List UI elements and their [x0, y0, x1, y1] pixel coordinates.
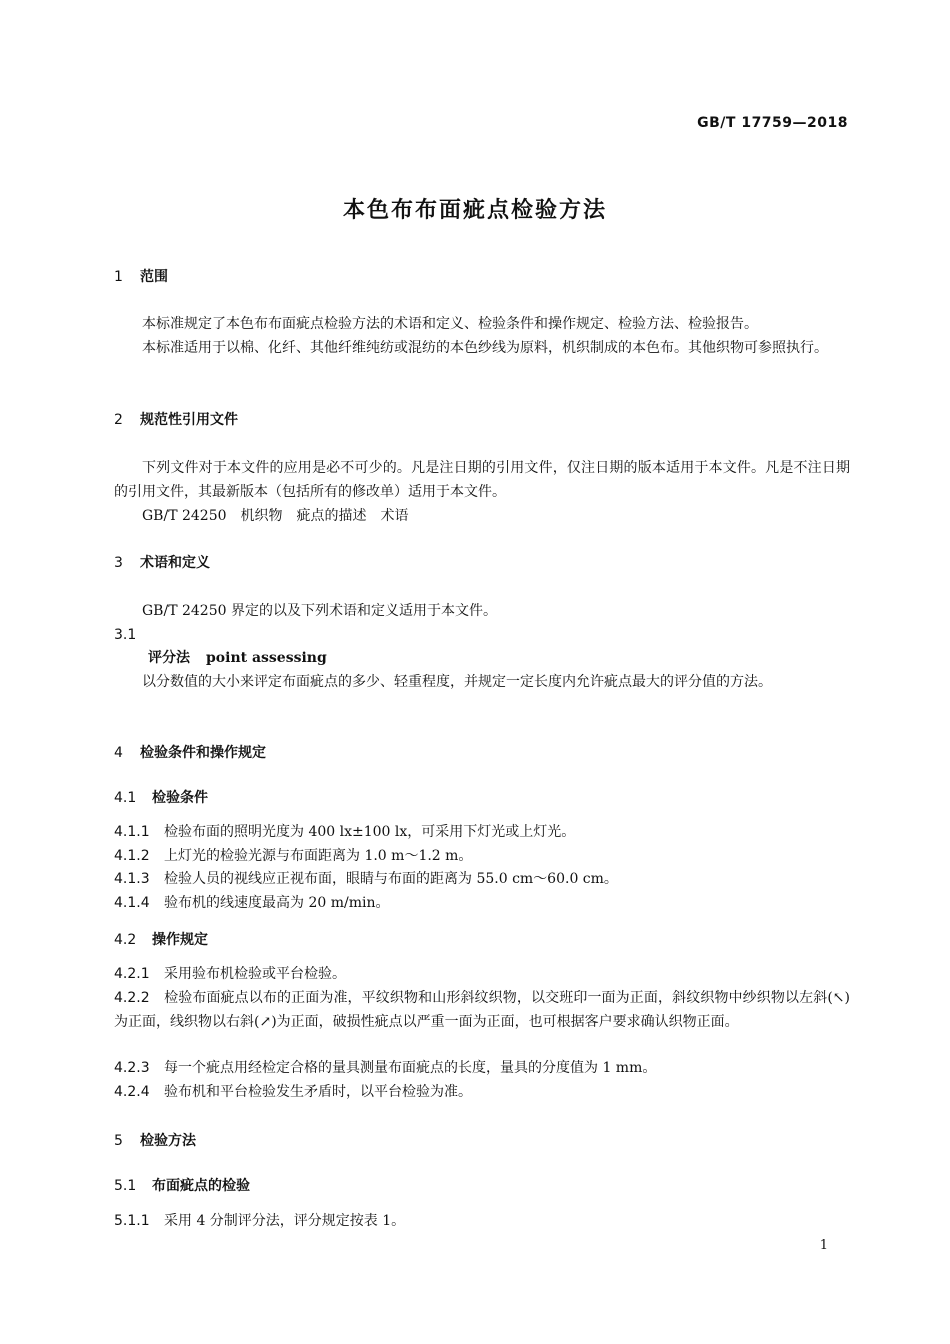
- clause-number: 4.1.1: [114, 824, 150, 840]
- section-5-heading: [114, 1130, 196, 1150]
- subsection-number: 4.2: [114, 932, 137, 948]
- clause-text: 验布机和平台检验发生矛盾时，以平台检验为准。: [164, 1084, 472, 1100]
- section-number: 1: [114, 269, 123, 285]
- subsection-5-1-heading: [114, 1175, 250, 1195]
- page-number: 1: [819, 1238, 828, 1253]
- subsection-title: 布面疵点的检验: [152, 1178, 250, 1194]
- clause-text: 采用 4 分制评分法，评分规定按表 1。: [164, 1213, 406, 1229]
- section-title: 术语和定义: [140, 555, 210, 571]
- section-number: 4: [114, 745, 123, 761]
- clause-text: 检验布面的照明光度为 400 lx±100 lx，可采用下灯光或上灯光。: [164, 824, 576, 840]
- subsection-title: 操作规定: [152, 932, 208, 948]
- term-definition: 以分数值的大小来评定布面疵点的多少、轻重程度，并规定一定长度内允许疵点最大的评分值的方法。: [142, 674, 772, 690]
- section-title: 检验条件和操作规定: [140, 745, 266, 761]
- term-entry: [148, 647, 327, 667]
- clause-text: 采用验布机检验或平台检验。: [164, 966, 346, 982]
- clause-text: 上灯光的检验光源与布面距离为 1.0 m～1.2 m。: [164, 848, 473, 864]
- clause-4-1-2: [114, 844, 850, 868]
- clause-5-1-1: [114, 1209, 850, 1233]
- paragraph: 下列文件对于本文件的应用是必不可少的。凡是注日期的引用文件，仅注日期的版本适用于本文件。凡是不注日期的引用文件，其最新版本（包括所有的修改单）适用于本文件。: [114, 460, 850, 500]
- standard-number: GB/T 17759—2018: [697, 115, 848, 131]
- term-english: point assessing: [206, 650, 327, 666]
- section-number: 5: [114, 1133, 123, 1149]
- clause-number: 4.2.2: [114, 990, 150, 1006]
- section-title: 规范性引用文件: [140, 412, 238, 428]
- clause-number: 4.1.3: [114, 871, 150, 887]
- clause-text: 每一个疵点用经检定合格的量具测量布面疵点的长度，量具的分度值为 1 mm。: [164, 1060, 657, 1076]
- clause-4-2-4: [114, 1080, 850, 1104]
- subsection-number: 4.1: [114, 790, 137, 806]
- clause-4-2-1: [114, 962, 850, 986]
- normative-reference: GB/T 24250 机织物 疵点的描述 术语: [142, 508, 409, 524]
- clause-number: 4.1.2: [114, 848, 150, 864]
- clause-4-2-3: [114, 1056, 850, 1080]
- subsection-4-1-heading: [114, 787, 208, 807]
- term-chinese: 评分法: [148, 650, 190, 666]
- section-1-heading: [114, 266, 168, 286]
- clause-number: 4.2.4: [114, 1084, 150, 1100]
- subsection-number: 5.1: [114, 1178, 137, 1194]
- paragraph: 本标准规定了本色布布面疵点检验方法的术语和定义、检验条件和操作规定、检验方法、检验报告。: [142, 316, 758, 332]
- section-3-heading: [114, 552, 210, 572]
- paragraph: 本标准适用于以棉、化纤、其他纤维纯纺或混纺的本色纱线为原料，机织制成的本色布。其他织物可参照执行。: [142, 340, 828, 356]
- clause-number: 5.1.1: [114, 1213, 150, 1229]
- section-4-heading: [114, 742, 266, 762]
- clause-number: 4.1.4: [114, 895, 150, 911]
- subsection-title: 检验条件: [152, 790, 208, 806]
- clause-number: 4.2.1: [114, 966, 150, 982]
- term-number: 3.1: [114, 627, 137, 643]
- clause-4-1-3: [114, 867, 850, 891]
- section-number: 3: [114, 555, 123, 571]
- clause-text: 检验人员的视线应正视布面，眼睛与布面的距离为 55.0 cm～60.0 cm。: [164, 871, 618, 887]
- clause-text: 验布机的线速度最高为 20 m/min。: [164, 895, 390, 911]
- document-title: 本色布布面疵点检验方法: [342, 198, 607, 223]
- section-2-heading: [114, 409, 238, 429]
- clause-text: 检验布面疵点以布的正面为准，平纹织物和山形斜纹织物，以交班印一面为正面，斜纹织物中纱织物以左斜(↖)为正面，线织物以右斜(↗)为正面，破损性疵点以严重一面为正面，也可根据客户要求确认织物正面。: [114, 990, 850, 1030]
- subsection-4-2-heading: [114, 929, 208, 949]
- clause-4-1-1: [114, 820, 850, 844]
- paragraph: GB/T 24250 界定的以及下列术语和定义适用于本文件。: [142, 603, 497, 619]
- section-number: 2: [114, 412, 123, 428]
- section-title: 范围: [140, 269, 168, 285]
- clause-4-2-2: [114, 986, 850, 1034]
- clause-4-1-4: [114, 891, 850, 915]
- clause-number: 4.2.3: [114, 1060, 150, 1076]
- section-title: 检验方法: [140, 1133, 196, 1149]
